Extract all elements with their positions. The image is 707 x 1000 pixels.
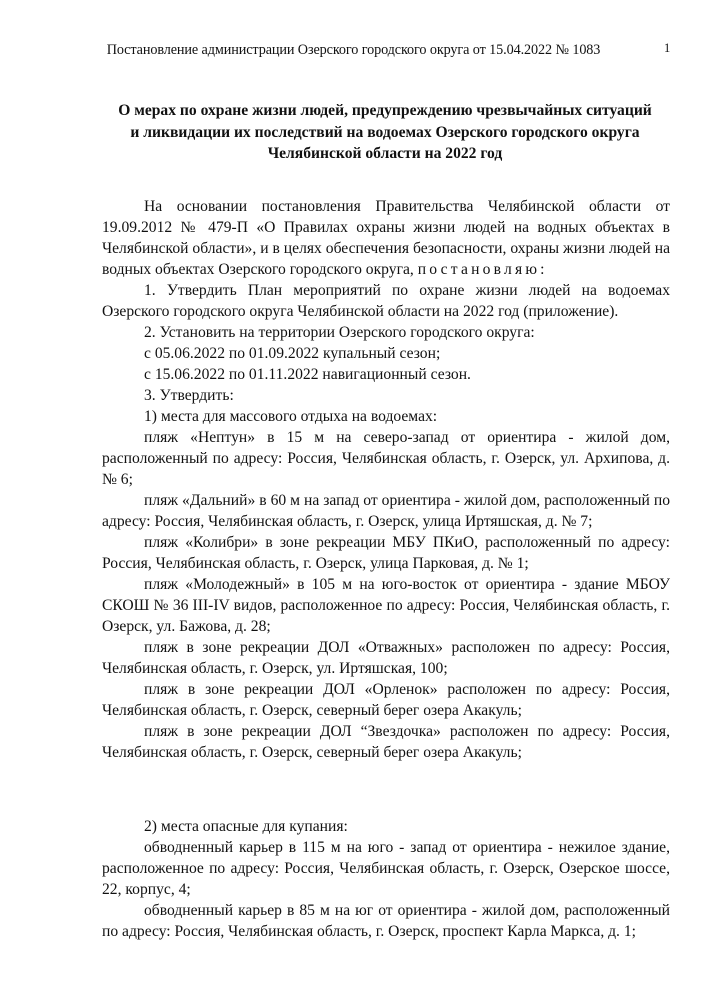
decree-word: постановляю: [417,261,548,278]
quarry-1: обводненный карьер в 115 м на юго - запад от ориентира - нежилое здание, расположенное по адресу: Россия, Челябинская область, г. Озерск, Озерское шоссе, 22, корпус, 4; [102,839,670,898]
preamble-paragraph [102,196,670,280]
beach-orlenok: пляж в зоне рекреации ДОЛ «Орленок» расположен по адресу: Россия, Челябинская область, г. Озерск, северный берег озера Акакуль; [102,681,670,719]
title-line-1: О мерах по охране жизни людей, предупреждению чрезвычайных ситуаций [118,102,652,119]
places-danger-heading: 2) места опасные для купания: [144,818,348,835]
beach-dalniy: пляж «Дальний» в 60 м на запад от ориентира - жилой дом, расположенный по адресу: Россия, Челябинская область, г. Озерск, улица Иртяшская, д. № 7; [102,492,670,530]
beach-kolibri: пляж «Колибри» в зоне рекреации МБУ ПКиО, расположенный по адресу: Россия, Челябинская область, г. Озерск, улица Парковая, д. № 1; [102,534,670,572]
item-2: 2. Установить на территории Озерского городского округа: [144,324,535,341]
season-navigation: с 15.06.2022 по 01.11.2022 навигационный сезон. [144,366,471,383]
quarry-2: обводненный карьер в 85 м на юг от ориентира - жилой дом, расположенный по адресу: Россия, Челябинская область, г. Озерск, проспект Карла Маркса, д. 1; [102,902,670,940]
places-rest-heading: 1) места для массового отдыха на водоемах: [144,408,438,425]
title-line-3: Челябинской области на 2022 год [267,145,503,162]
beach-molodezhny: пляж «Молодежный» в 105 м на юго-восток от ориентира - здание МБОУ СКОШ № 36 III-IV видов, расположенное по адресу: Россия, Челябинская область, г. Озерск, ул. Бажова, д. 28; [102,576,670,635]
running-header: Постановление администрации Озерского городского округа от 15.04.2022 № 1083 [106,42,601,58]
preamble-text: На основании постановления Правительства Челябинской области от 19.09.2012 № 479-П «О Правилах охраны жизни людей на водных объектах в Челябинской области», и в целях обеспечения безопасности, охраны жизни людей на водных объектах Озерского городского округа, [102,198,670,278]
beach-neptun: пляж «Нептун» в 15 м на северо-запад от ориентира - жилой дом, расположенный по адресу: Россия, Челябинская область, г. Озерск, ул. Архипова, д. № 6; [102,429,670,488]
page-number: 1 [664,41,671,55]
beach-otvazhnykh: пляж в зоне рекреации ДОЛ «Отважных» расположен по адресу: Россия, Челябинская область, г. Озерск, ул. Иртяшская, 100; [102,639,670,677]
item-1: 1. Утвердить План мероприятий по охране жизни людей на водоемах Озерского городского округа Челябинской области на 2022 год (приложение). [102,282,670,320]
season-bathing: с 05.06.2022 по 01.09.2022 купальный сезон; [144,345,441,362]
document-title [100,100,670,165]
item-3: 3. Утвердить: [144,387,234,404]
title-line-2: и ликвидации их последствий на водоемах Озерского городского округа [130,123,640,141]
document-body [102,196,670,942]
beach-zvezdochka: пляж в зоне рекреации ДОЛ “Звездочка» расположен по адресу: Россия, Челябинская область, г. Озерск, северный берег озера Акакуль; [102,723,670,761]
